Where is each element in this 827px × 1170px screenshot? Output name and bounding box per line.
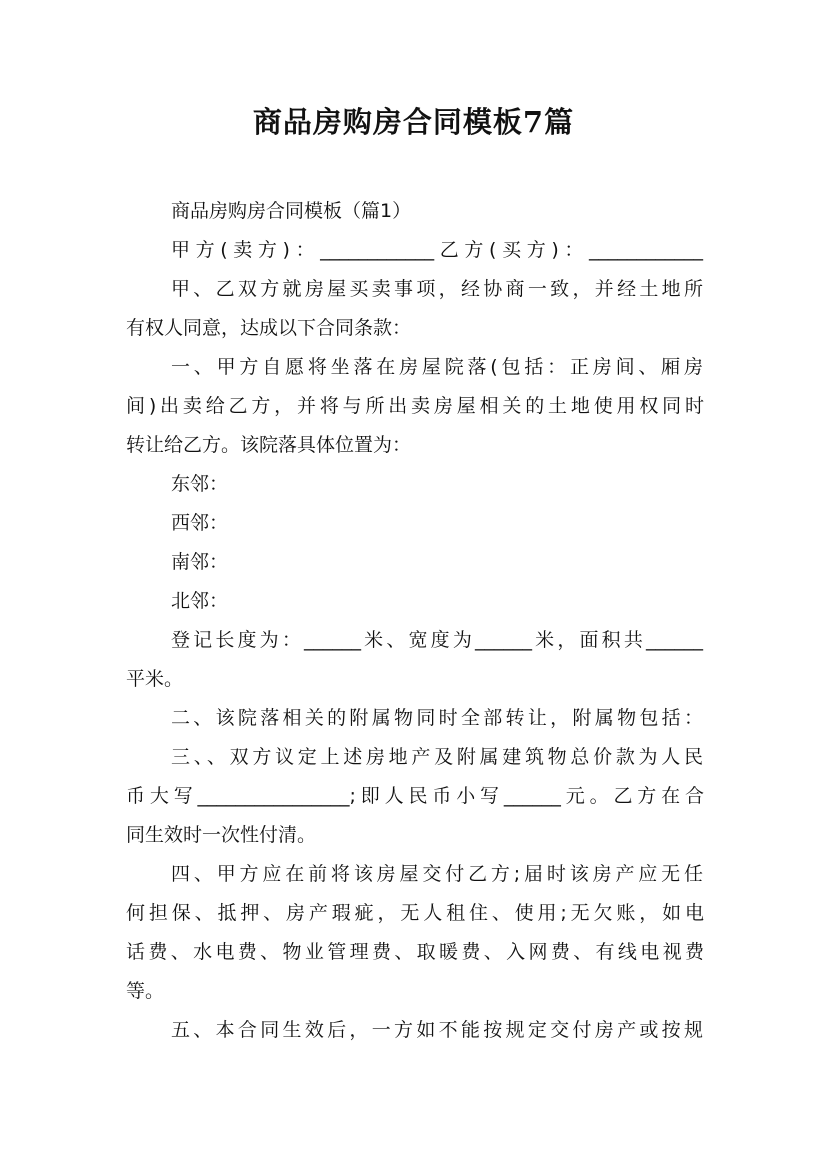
paragraph-line: 有权人同意，达成以下合同条款：	[126, 317, 412, 339]
paragraph-line: 四、甲方应在前将该房屋交付乙方;届时该房产应无任	[171, 863, 703, 885]
boundary-north: 北邻：	[171, 590, 229, 612]
paragraph-line: 间)出卖给乙方，并将与所出卖房屋相关的土地使用权同时	[126, 395, 704, 417]
boundary-east: 东邻：	[171, 473, 229, 495]
document-title: 商品房购房合同模板7篇	[252, 105, 575, 139]
paragraph-line: 同生效时一次性付清。	[126, 824, 317, 846]
paragraph-line: 等。	[126, 980, 165, 1002]
boundary-south: 南邻：	[171, 551, 229, 573]
paragraph-line: 话费、水电费、物业管理费、取暖费、入网费、有线电视费	[126, 941, 704, 963]
paragraph-line: 币大写________________;即人民币小写______元。乙方在合	[126, 785, 704, 807]
paragraph-line: 甲、乙双方就房屋买卖事项，经协商一致，并经土地所	[171, 278, 703, 300]
paragraph-line: 平米。	[126, 668, 184, 690]
paragraph-line: 一、甲方自愿将坐落在房屋院落(包括：正房间、厢房	[171, 356, 703, 378]
dimensions-line: 登记长度为：______米、宽度为______米，面积共______	[171, 629, 703, 651]
section-heading: 商品房购房合同模板（篇1）	[171, 200, 412, 222]
paragraph-line: 三、、双方议定上述房地产及附属建筑物总价款为人民	[171, 746, 703, 768]
paragraph-line: 转让给乙方。该院落具体位置为：	[126, 434, 412, 456]
boundary-west: 西邻：	[171, 512, 229, 534]
paragraph-line: 何担保、抵押、房产瑕疵，无人租住、使用;无欠账，如电	[126, 902, 704, 924]
paragraph-line: 二、该院落相关的附属物同时全部转让，附属物包括：	[171, 707, 703, 729]
paragraph-line: 五、本合同生效后，一方如不能按规定交付房产或按规	[171, 1019, 703, 1041]
parties-line: 甲方(卖方)：____________乙方(买方)：____________	[171, 239, 703, 261]
